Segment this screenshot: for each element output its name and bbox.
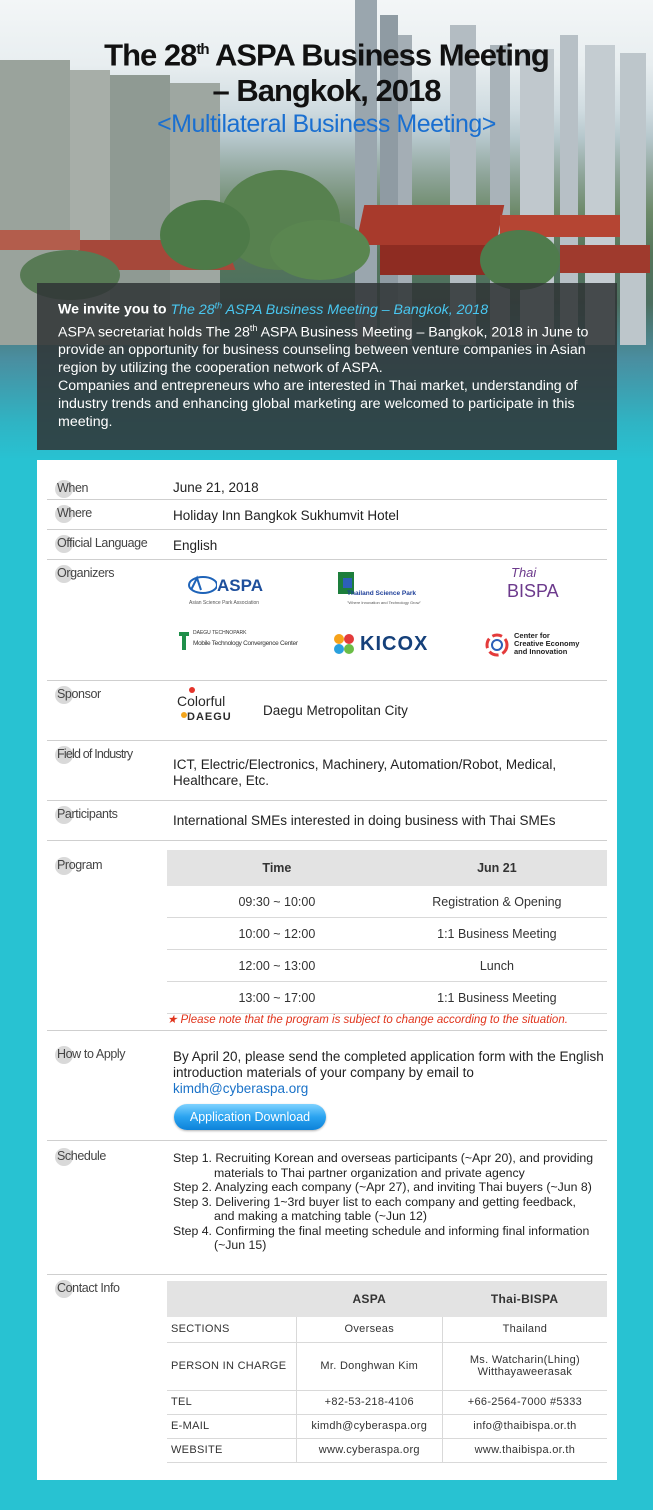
- label-text: Field of Industry: [57, 747, 133, 761]
- row-how-to-apply: [47, 1041, 607, 1141]
- aspa-logo-icon: [187, 574, 217, 596]
- program-header-time: Time: [167, 850, 387, 886]
- table-row: [167, 1390, 607, 1414]
- step-text: Analyzing each company (~Apr 27), and inviting Thai buyers (~Jun 8): [214, 1180, 592, 1194]
- invitation-box: [37, 283, 617, 450]
- row-program: [47, 850, 607, 1031]
- row-organizers: [47, 560, 607, 681]
- table-row: [167, 1414, 607, 1438]
- aspa-logo-text: ASPA: [217, 576, 263, 595]
- contact-header-row: [167, 1281, 607, 1317]
- contact-key: SECTIONS: [167, 1317, 296, 1342]
- program-header-row: [167, 850, 607, 886]
- table-row: [167, 1317, 607, 1342]
- row-sponsor: [47, 681, 607, 741]
- daegu-tp-icon: [177, 630, 191, 652]
- invite-lead-text: We invite you to: [58, 301, 171, 318]
- step-text: Recruiting Korean and overseas participants (~Apr 20), and providing: [215, 1151, 594, 1165]
- bispa-logo-text-a: Thai: [511, 565, 537, 580]
- language-label: [55, 536, 147, 550]
- table-row: [167, 982, 607, 1014]
- invite-sup: th: [249, 322, 258, 333]
- invite-highlight-text: ASPA Business Meeting – Bangkok, 2018: [222, 301, 489, 318]
- program-time: 12:00 ~ 13:00: [167, 950, 387, 982]
- contact-key: WEBSITE: [167, 1438, 296, 1462]
- ccei-text-a: Center for: [514, 631, 550, 640]
- label-text: Schedule: [57, 1149, 106, 1163]
- table-row: [167, 1342, 607, 1390]
- contact-header-bispa: Thai-BISPA: [442, 1281, 607, 1317]
- participants-label: [55, 807, 118, 821]
- schedule-step: [173, 1151, 613, 1180]
- step-label: Step 4.: [173, 1223, 216, 1238]
- contact-key: TEL: [167, 1390, 296, 1414]
- contact-key: E-MAIL: [167, 1414, 296, 1438]
- program-label: [55, 858, 102, 872]
- step-label: Step 2.: [173, 1180, 215, 1194]
- row-where: [47, 500, 607, 530]
- contact-aspa-value: +82-53-218-4106: [296, 1390, 442, 1414]
- program-time: 13:00 ~ 17:00: [167, 982, 387, 1014]
- invite-highlight-sup: th: [214, 300, 223, 310]
- title-text: ASPA Business Meeting: [208, 37, 549, 73]
- step-text-cont: (~Jun 15): [214, 1238, 267, 1252]
- step-text-cont: and making a matching table (~Jun 12): [214, 1209, 427, 1223]
- kicox-logo: [332, 632, 452, 662]
- schedule-step: [173, 1180, 613, 1195]
- kicox-logo-icon: [332, 632, 356, 656]
- label-text: Sponsor: [57, 687, 101, 701]
- table-row: [167, 950, 607, 982]
- row-participants: [47, 801, 607, 841]
- label-text: Contact Info: [57, 1281, 120, 1295]
- daegu-tp-text-a: DAEGU TECHNOPARK: [193, 630, 247, 636]
- contact-header-blank: [167, 1281, 296, 1317]
- program-time: 10:00 ~ 12:00: [167, 918, 387, 950]
- contact-header-aspa: ASPA: [296, 1281, 442, 1317]
- apply-text: [173, 1049, 613, 1097]
- organizers-label: [55, 566, 114, 580]
- dot-yellow-icon: [181, 712, 187, 718]
- label-text: Organizers: [57, 566, 115, 580]
- when-value: June 21, 2018: [173, 480, 259, 495]
- aspa-logo: [187, 570, 277, 610]
- label-text: Official Language: [57, 536, 148, 550]
- program-header-date: Jun 21: [387, 850, 607, 886]
- program-note: ★ Please note that the program is subject to change according to the situation.: [167, 1014, 568, 1026]
- contact-aspa-value: www.cyberaspa.org: [296, 1438, 442, 1462]
- contact-aspa-value: Mr. Donghwan Kim: [296, 1342, 442, 1390]
- contact-table: [167, 1281, 607, 1463]
- row-contact-info: [47, 1275, 607, 1465]
- language-value: English: [173, 538, 218, 553]
- label-text: Where: [57, 506, 92, 520]
- ccei-logo-icon: [484, 632, 510, 658]
- row-language: [47, 530, 607, 560]
- contact-bispa-value: +66-2564-7000 #5333: [442, 1390, 607, 1414]
- schedule-list: [173, 1151, 613, 1253]
- invite-paragraph-2: Companies and entrepreneurs who are interested in Thai market, understanding of industry trends and enhancing global marketing are welcomed to participate in this meeting.: [58, 378, 578, 431]
- title-line2: – Bangkok, 2018: [212, 73, 441, 109]
- title-sup: th: [196, 41, 209, 58]
- program-activity: 1:1 Business Meeting: [387, 918, 607, 950]
- sponsor-label: [55, 687, 101, 701]
- table-row: [167, 1438, 607, 1462]
- schedule-step: [173, 1195, 613, 1224]
- contact-bispa-value: info@thaibispa.or.th: [442, 1414, 607, 1438]
- contact-key: PERSON IN CHARGE: [167, 1342, 296, 1390]
- invite-highlight: [170, 302, 488, 318]
- contact-bispa-value: Ms. Watcharin(Lhing) Witthayaweerasak: [442, 1342, 607, 1390]
- invite-lead: [58, 296, 597, 319]
- invite-text: ASPA Business Meeting – Bangkok, 2018 in June to provide an opportunity for business counseling between venture companies in Asian region by utilizing the cooperation network of ASPA.: [58, 324, 589, 377]
- thai-bispa-logo: [505, 565, 585, 610]
- step-label: Step 3.: [173, 1194, 216, 1209]
- row-when: [47, 475, 607, 500]
- page-subtitle: <Multilateral Business Meeting>: [157, 110, 496, 138]
- table-row: [167, 886, 607, 918]
- bispa-logo-text-b: BISPA: [507, 581, 559, 601]
- application-download-button[interactable]: Application Download: [174, 1104, 326, 1130]
- daegu-text: DAEGU: [187, 711, 232, 723]
- field-value: ICT, Electric/Electronics, Machinery, Automation/Robot, Medical, Healthcare, Etc.: [173, 757, 557, 788]
- step-text-cont: materials to Thai partner organization and private agency: [214, 1165, 525, 1180]
- title-text: The 28: [104, 37, 197, 73]
- step-label: Step 1.: [173, 1151, 216, 1165]
- participants-value: International SMEs interested in doing business with Thai SMEs: [173, 813, 556, 828]
- program-table: [167, 850, 607, 1014]
- colorful-daegu-logo: [177, 687, 237, 727]
- contact-bispa-value: www.thaibispa.or.th: [442, 1438, 607, 1462]
- label-text: Program: [57, 858, 103, 872]
- when-label: [55, 481, 88, 495]
- label-text: How to Apply: [57, 1047, 126, 1061]
- colorful-text: Colorful: [177, 693, 226, 709]
- contact-bispa-value: Thailand: [442, 1317, 607, 1342]
- row-field-of-industry: [47, 741, 607, 801]
- invite-paragraph-1: [58, 319, 597, 378]
- contact-aspa-value: Overseas: [296, 1317, 442, 1342]
- contact-label: [55, 1281, 120, 1295]
- row-schedule: [47, 1141, 607, 1275]
- program-time: 09:30 ~ 10:00: [167, 886, 387, 918]
- schedule-step: [173, 1224, 613, 1253]
- ccei-text-b: Creative Economy: [514, 639, 580, 648]
- label-text: Participants: [57, 807, 118, 821]
- tsp-logo-subtext: "Where Innovation and Technology Grow": [347, 600, 421, 605]
- step-text: Delivering 1~3rd buyer list to each company and getting feedback,: [215, 1194, 576, 1209]
- where-label: [55, 506, 92, 520]
- page-title: [0, 32, 653, 109]
- apply-email-link[interactable]: kimdh@cyberaspa.org: [173, 1081, 309, 1096]
- where-value: Holiday Inn Bangkok Sukhumvit Hotel: [173, 508, 399, 523]
- invite-text: ASPA secretariat holds The 28: [58, 324, 250, 341]
- thailand-science-park-logo: [337, 570, 437, 612]
- program-activity: Lunch: [387, 950, 607, 982]
- tsp-logo-text: Thailand Science Park: [347, 590, 417, 597]
- apply-instructions: By April 20, please send the completed application form with the English introduction materials of your company by email to: [173, 1049, 604, 1080]
- daegu-tp-text-b: Mobile Technology Convergence Center: [193, 640, 298, 647]
- aspa-logo-subtext: Asian Science Park Association: [189, 600, 260, 606]
- dot-red-icon: [189, 687, 195, 693]
- schedule-label: [55, 1149, 106, 1163]
- apply-label: [55, 1047, 125, 1061]
- daegu-technopark-logo: [177, 628, 307, 660]
- sponsor-value: Daegu Metropolitan City: [263, 703, 408, 718]
- program-activity: Registration & Opening: [387, 886, 607, 918]
- label-text: When: [57, 481, 89, 495]
- table-row: [167, 918, 607, 950]
- kicox-logo-text: KICOX: [360, 633, 429, 655]
- invite-highlight-text: The 28: [170, 301, 215, 318]
- ccei-text-c: and Innovation: [514, 647, 568, 656]
- program-activity: 1:1 Business Meeting: [387, 982, 607, 1014]
- details-card: [37, 460, 617, 1480]
- ccei-logo: [484, 632, 594, 662]
- contact-aspa-value: kimdh@cyberaspa.org: [296, 1414, 442, 1438]
- field-label: [55, 747, 132, 761]
- step-text: Confirming the final meeting schedule and informing final information: [215, 1223, 590, 1238]
